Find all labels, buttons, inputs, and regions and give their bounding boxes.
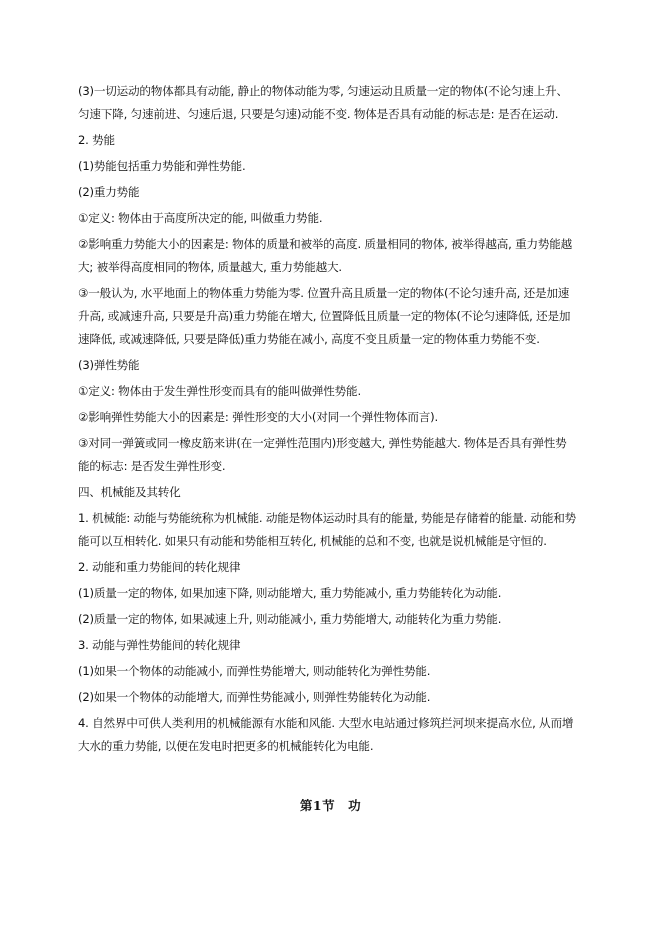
text-line: 4. 自然界中可供人类利用的机械能源有水能和风能. 大型水电站通过修筑拦河坝来提高水位, 从而增: [78, 716, 574, 730]
section-heading: 四、机械能及其转化: [78, 485, 181, 499]
text-line: (3)一切运动的物体都具有动能, 静止的物体动能为零, 匀速运动且质量一定的物体(不论匀速上升、: [78, 84, 568, 98]
text-line: ②影响弹性势能大小的因素是: 弹性形变的大小(对同一个弹性物体而言).: [78, 410, 438, 424]
subsection-heading: (3)弹性势能: [78, 358, 140, 372]
subsection-heading: (2)重力势能: [78, 185, 140, 199]
text-line: ①定义: 物体由于高度所决定的能, 叫做重力势能.: [78, 211, 323, 225]
text-line: ②影响重力势能大小的因素是: 物体的质量和被举的高度. 质量相同的物体, 被举得越高, 重力势能越: [78, 237, 573, 251]
text-line: 大水的重力势能, 以便在发电时把更多的机械能转化为电能.: [78, 739, 374, 753]
text-line: (1)如果一个物体的动能减小, 而弹性势能增大, 则动能转化为弹性势能.: [78, 664, 431, 678]
text-line: (2)质量一定的物体, 如果减速上升, 则动能减小, 重力势能增大, 动能转化为重力势能.: [78, 612, 502, 626]
text-line: ①定义: 物体由于发生弹性形变而具有的能叫做弹性势能.: [78, 384, 361, 398]
text-line: (2)如果一个物体的动能增大, 而弹性势能减小, 则弹性势能转化为动能.: [78, 690, 431, 704]
text-line: 能的标志: 是否发生弹性形变.: [78, 459, 226, 473]
subsection-heading: 3. 动能与弹性势能间的转化规律: [78, 638, 241, 652]
text-line: 匀速下降, 匀速前进、匀速后退, 只要是匀速)动能不变. 物体是否具有动能的标志是: 是否在运动.: [78, 107, 559, 121]
text-line: 大; 被举得高度相同的物体, 质量越大, 重力势能越大.: [78, 260, 342, 274]
text-line: 能可以互相转化. 如果只有动能和势能相互转化, 机械能的总和不变, 也就是说机械能是守恒的.: [78, 534, 547, 548]
section-title: 第1节 功: [299, 798, 362, 813]
text-line: 升高, 或减速升高, 只要是升高)重力势能在增大, 位置降低且质量一定的物体(不论匀速降低, 还是加: [78, 309, 571, 323]
text-line: (1)势能包括重力势能和弹性势能.: [78, 159, 246, 173]
subsection-heading: 2. 动能和重力势能间的转化规律: [78, 560, 241, 574]
section-heading: 2. 势能: [78, 133, 115, 147]
text-line: ③对同一弹簧或同一橡皮筋来讲(在一定弹性范围内)形变越大, 弹性势能越大. 物体是否具有弹性势: [78, 436, 567, 450]
text-line: 1. 机械能: 动能与势能统称为机械能. 动能是物体运动时具有的能量, 势能是存储着的能量. 动能和势: [78, 511, 577, 525]
text-line: ③一般认为, 水平地面上的物体重力势能为零. 位置升高且质量一定的物体(不论匀速升高, 还是加速: [78, 286, 570, 300]
text-line: 速降低, 或减速降低, 只要是降低)重力势能在减小, 高度不变且质量一定的物体重力势能不变.: [78, 332, 540, 346]
document-body: [78, 84, 588, 765]
text-line: (1)质量一定的物体, 如果加速下降, 则动能增大, 重力势能减小, 重力势能转化为动能.: [78, 586, 502, 600]
